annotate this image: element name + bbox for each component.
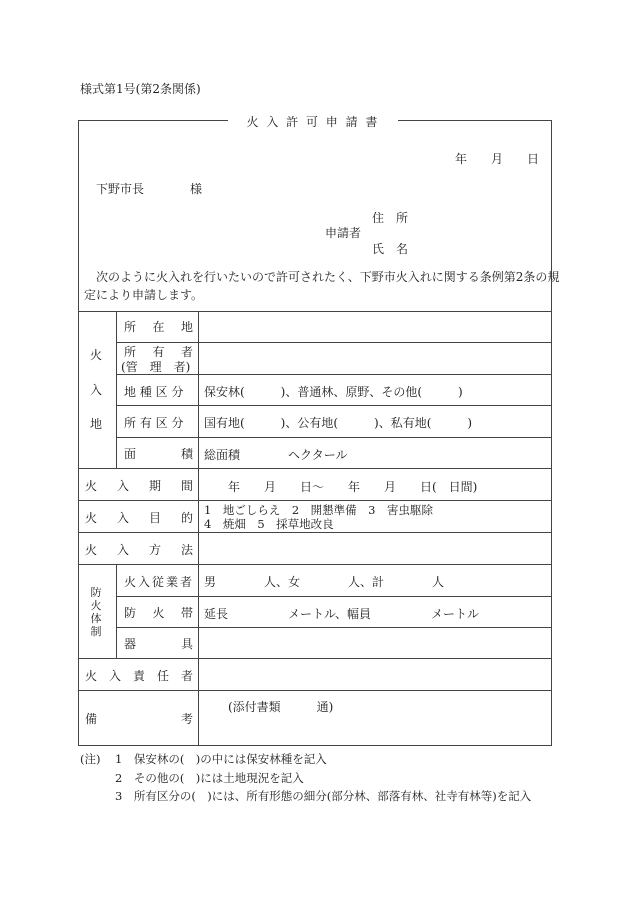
label-char: 間 xyxy=(180,478,193,493)
label-char: 火 xyxy=(152,605,165,620)
request-text-line1: 次のように火入れを行いたいので許可されたく、下野市火入れに関する条例第2条の規 xyxy=(96,270,560,284)
label-char: 入 xyxy=(116,478,129,493)
table-top-line xyxy=(78,311,552,312)
label-char: 帯 xyxy=(180,605,193,620)
label-char: 的 xyxy=(180,510,193,525)
name-label: 氏 名 xyxy=(372,242,409,256)
col-line xyxy=(116,311,117,468)
group-char: 体 xyxy=(90,612,102,625)
label-char: 目 xyxy=(148,510,161,525)
row-line xyxy=(116,627,552,628)
label-char: 入 xyxy=(116,542,129,557)
location-label xyxy=(124,318,193,334)
label-char: 防 xyxy=(124,605,137,620)
firebreak-value: 延長 メートル、幅員 メートル xyxy=(204,607,480,621)
label-char: 有 xyxy=(152,344,165,359)
fire-site-group-label xyxy=(88,346,104,432)
address-label: 住 所 xyxy=(372,211,409,225)
group-char: 入 xyxy=(89,382,102,397)
ownership-type-value: 国有地( )、公有地( )、私有地( ) xyxy=(204,416,473,430)
label-char: 者 xyxy=(180,668,193,683)
purpose-line2: 4 焼畑 5 採草地改良 xyxy=(204,517,334,531)
purpose-line1: 1 地ごしらえ 2 開懇準備 3 害虫駆除 xyxy=(204,503,433,517)
manager-label: (管 理 者) xyxy=(121,360,191,374)
label-char: 器 xyxy=(124,636,137,651)
label-char: 備 xyxy=(85,711,98,726)
note-3: 3 所有区分の( )には、所有形態の細分(部分林、部落有林、社寺有林等)を記入 xyxy=(115,789,532,803)
label-char: 者 xyxy=(180,344,193,359)
form-number: 様式第1号(第2条関係) xyxy=(80,82,201,96)
label-char: 地 xyxy=(180,319,193,334)
label-char: 入 xyxy=(116,510,129,525)
label-char: 具 xyxy=(180,636,193,651)
row-line xyxy=(78,532,552,533)
period-label xyxy=(85,477,193,493)
row-line xyxy=(116,437,552,438)
label-char: 火 xyxy=(85,478,98,493)
group-char: 地 xyxy=(89,417,102,431)
firebreak-label xyxy=(124,604,193,620)
honorific: 様 xyxy=(190,182,203,196)
label-char: 火 xyxy=(85,542,98,557)
label-char: 火 xyxy=(85,668,98,683)
label-char: 在 xyxy=(152,319,165,334)
note-1: 1 保安林の( )の中には保安林種を記入 xyxy=(115,752,327,766)
label-char: 法 xyxy=(180,542,193,557)
row-line xyxy=(116,405,552,406)
period-value: 年 月 日〜 年 月 日( 日間) xyxy=(228,480,478,494)
remarks-label xyxy=(85,710,193,726)
purpose-label xyxy=(85,509,193,525)
label-char: 所 xyxy=(124,344,137,359)
area-label xyxy=(124,445,193,461)
note-2: 2 その他の( )には土地現況を記入 xyxy=(115,771,304,785)
date-label: 年 月 日 xyxy=(455,152,540,166)
row-line xyxy=(78,658,552,659)
row-line xyxy=(78,468,552,469)
fire-prevention-group-label xyxy=(89,586,103,638)
label-char: 所 xyxy=(124,319,137,334)
label-char: 火 xyxy=(85,510,98,525)
col-line xyxy=(198,311,199,746)
applicant-label: 申請者 xyxy=(325,226,362,240)
remarks-value: (添付書類 通) xyxy=(228,700,334,714)
row-line xyxy=(78,690,552,691)
land-type-label: 地 種 区 分 xyxy=(124,385,184,399)
group-char: 防 xyxy=(90,586,102,599)
label-char: 入 xyxy=(108,668,121,683)
area-value: 総面積 ヘクタール xyxy=(204,448,348,462)
label-char: 方 xyxy=(148,542,161,557)
group-char: 制 xyxy=(90,625,102,638)
label-char: 考 xyxy=(180,711,193,726)
form-frame xyxy=(78,120,552,746)
label-char: 積 xyxy=(180,446,193,461)
request-text-line2: 定により申請します。 xyxy=(84,288,204,302)
workers-label: 火入従業者 xyxy=(124,575,195,589)
method-label xyxy=(85,541,193,557)
owner-label xyxy=(124,344,193,358)
addressee: 下野市長 xyxy=(96,182,145,196)
group-char: 火 xyxy=(90,599,102,612)
workers-value: 男 人、女 人、計 人 xyxy=(204,575,445,589)
label-char: 期 xyxy=(148,478,161,493)
row-line xyxy=(78,564,552,565)
equipment-label xyxy=(124,635,193,651)
ownership-type-label: 所 有 区 分 xyxy=(124,416,184,430)
col-line xyxy=(116,564,117,658)
form-title: 火 入 許 可 申 請 書 xyxy=(246,115,380,129)
row-line xyxy=(78,500,552,501)
label-char: 責 xyxy=(132,668,145,683)
land-type-value: 保安林( )、普通林、原野、その他( ) xyxy=(204,385,463,399)
label-char: 面 xyxy=(124,446,137,461)
notes-prefix: (注) xyxy=(80,752,101,766)
responsible-label xyxy=(85,667,193,683)
row-line xyxy=(116,596,552,597)
label-char: 任 xyxy=(156,668,169,683)
group-char: 火 xyxy=(89,348,102,362)
